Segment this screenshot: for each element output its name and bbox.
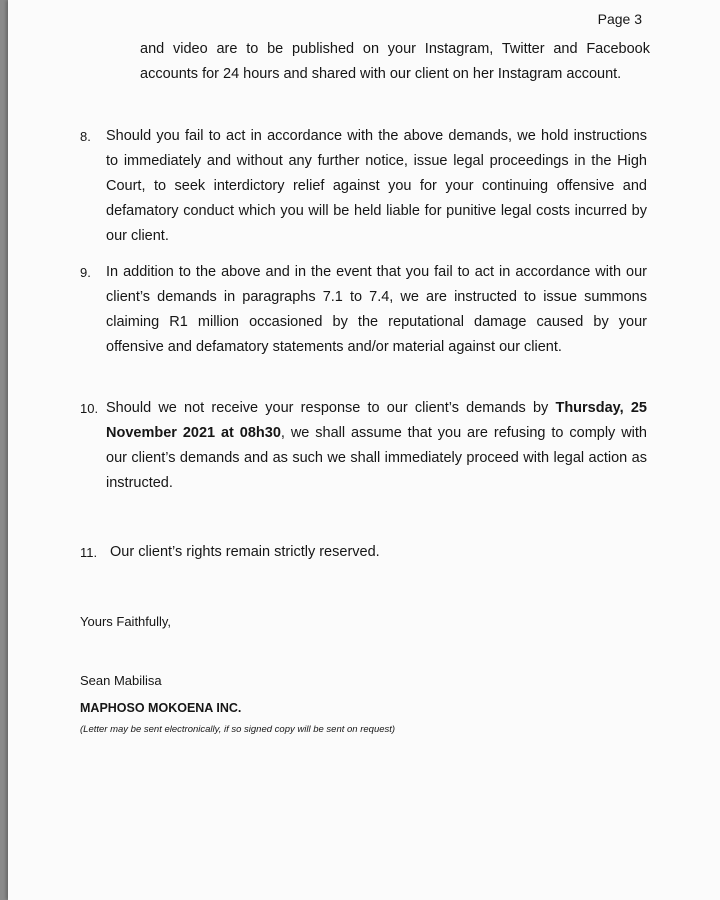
continuation-paragraph: and video are to be published on your Instagram, Twitter and Facebook accounts for 24 hours and shared with our client on her Instagram account. <box>140 41 650 82</box>
paragraph-11 <box>80 540 647 565</box>
paragraph-10 <box>80 396 647 496</box>
paragraph-number: 10. <box>80 401 99 416</box>
deadline-rest-text: , we shall assume that you are refusing to comply with our client’s demands and as such we shall immediately proceed with legal action as instructed. <box>106 425 647 491</box>
paragraph-8 <box>80 124 647 249</box>
paragraph-text: In addition to the above and in the event that you fail to act in accordance with our client’s demands in paragraphs 7.1 to 7.4, we are instructed to issue summons claiming R1 million occasioned by the reputational damage caused by your offensive and defamatory statements and/or material against our client. <box>106 264 647 355</box>
electronic-letter-note: (Letter may be sent electronically, if so signed copy will be sent on request) <box>80 724 396 735</box>
paragraph-text: Should you fail to act in accordance with the above demands, we hold instructions to immediately and without any further notice, issue legal proceedings in the High Court, to seek interdictory relief against you for your continuing offensive and defamatory conduct which you will be held liable for punitive legal costs incurred by our client. <box>106 128 647 244</box>
paragraph-text: Our client’s rights remain strictly reserved. <box>110 544 380 560</box>
deadline-lead-text: Should we not receive your response to our client’s demands by <box>106 400 556 416</box>
page-number: Page 3 <box>597 11 642 27</box>
paragraph-number: 8. <box>80 129 91 144</box>
firm-name: MAPHOSO MOKOENA INC. <box>80 701 242 715</box>
paragraph-number: 9. <box>80 265 91 280</box>
paragraph-9 <box>80 260 647 360</box>
paragraph-number: 11. <box>80 545 98 560</box>
closing-salutation: Yours Faithfully, <box>80 614 172 629</box>
paragraph-text <box>106 396 647 496</box>
document-page <box>8 0 720 900</box>
deadline-date: Thursday, 25 November 2021 at 08h30 <box>106 400 647 441</box>
signatory-name: Sean Mabilisa <box>80 673 162 688</box>
